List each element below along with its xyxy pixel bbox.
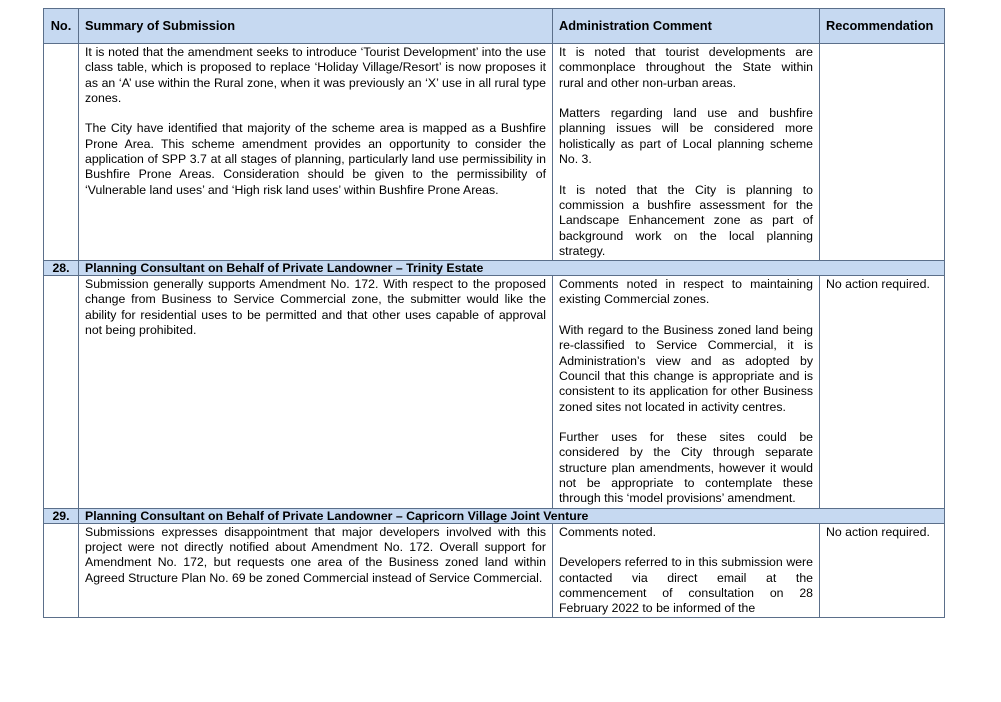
recommendation-cell: No action required.: [820, 276, 945, 508]
table-row: [44, 523, 945, 618]
admin-paragraph: With regard to the Business zoned land being re-classified to Service Commercial, it is Administration’s view and as adopted by Council that this change is appropriate and is consistent to its application for other Business zoned sites not located in activity centres.: [559, 323, 813, 414]
summary-cell: [79, 276, 553, 508]
section-number: 28.: [44, 261, 79, 276]
admin-paragraph: Developers referred to in this submission were contacted via direct email at the commencement of consultation on 28 February 2022 to be informed of the: [559, 555, 813, 616]
section-title: Planning Consultant on Behalf of Private Landowner – Capricorn Village Joint Venture: [79, 508, 945, 523]
header-summary: Summary of Submission: [79, 9, 553, 44]
admin-paragraph: It is noted that the City is planning to commission a bushfire assessment for the Landscape Enhancement zone as part of background work on the local planning strategy.: [559, 182, 813, 258]
admin-paragraph: Comments noted in respect to maintaining existing Commercial zones.: [559, 277, 813, 307]
section-row-29: [44, 508, 945, 523]
admin-paragraph: Further uses for these sites could be considered by the City through separate structure plan amendments, however it would not be appropriate to contemplate these through this ‘model provisions’ amendment.: [559, 430, 813, 506]
header-admin-comment: Administration Comment: [553, 9, 820, 44]
row-number-cell: [44, 44, 79, 261]
header-no: No.: [44, 9, 79, 44]
admin-paragraph: Comments noted.: [559, 524, 657, 539]
summary-paragraph: Submission generally supports Amendment No. 172. With respect to the proposed change from Business to Service Commercial zone, the submitter would like the ability for residential uses to be permitted and that other uses capable of approval not being prohibited.: [85, 277, 546, 338]
recommendation-cell: No action required.: [820, 523, 945, 618]
summary-cell: [79, 523, 553, 618]
section-number: 29.: [44, 508, 79, 523]
row-number-cell: [44, 523, 79, 618]
row-number-cell: [44, 276, 79, 508]
admin-comment-cell: [553, 44, 820, 261]
table-row: [44, 44, 945, 261]
table-row: [44, 276, 945, 508]
admin-paragraph: Matters regarding land use and bushfire planning issues will be considered more holistically as part of Local planning scheme No. 3.: [559, 106, 813, 167]
recommendation-cell: [820, 44, 945, 261]
summary-paragraph: Submissions expresses disappointment that major developers involved with this project were not directly notified about Amendment No. 172. Overall support for Amendment No. 172, but requests one area of the Business zoned land within Agreed Structure Plan No. 69 be zoned Commercial instead of Service Commercial.: [85, 524, 546, 585]
table-header-row: [44, 9, 945, 44]
section-row-28: [44, 261, 945, 276]
admin-comment-cell: [553, 276, 820, 508]
summary-paragraph: The City have identified that majority of the scheme area is mapped as a Bushfire Prone Area. This scheme amendment provides an opportunity to consider the application of SPP 3.7 at all stages of planning, particularly land use permissibility in Bushfire Prone Areas. Consideration should be given to the permissibility of ‘Vulnerable land uses’ and ‘High risk land uses’ within Bushfire Prone Areas.: [85, 121, 546, 197]
submissions-table: [43, 8, 945, 618]
header-recommendation: Recommendation: [820, 9, 945, 44]
admin-paragraph: It is noted that tourist developments are commonplace throughout the State within rural and other non-urban areas.: [559, 45, 813, 90]
summary-cell: [79, 44, 553, 261]
admin-comment-cell: [553, 523, 820, 618]
section-title: Planning Consultant on Behalf of Private Landowner – Trinity Estate: [79, 261, 945, 276]
summary-paragraph: It is noted that the amendment seeks to introduce ‘Tourist Development’ into the use class table, which is proposed to replace ‘Holiday Village/Resort’ is now proposes it as an ‘A’ use within the Rural zone, when it was previously an ‘X’ use in all rural type zones.: [85, 45, 546, 105]
